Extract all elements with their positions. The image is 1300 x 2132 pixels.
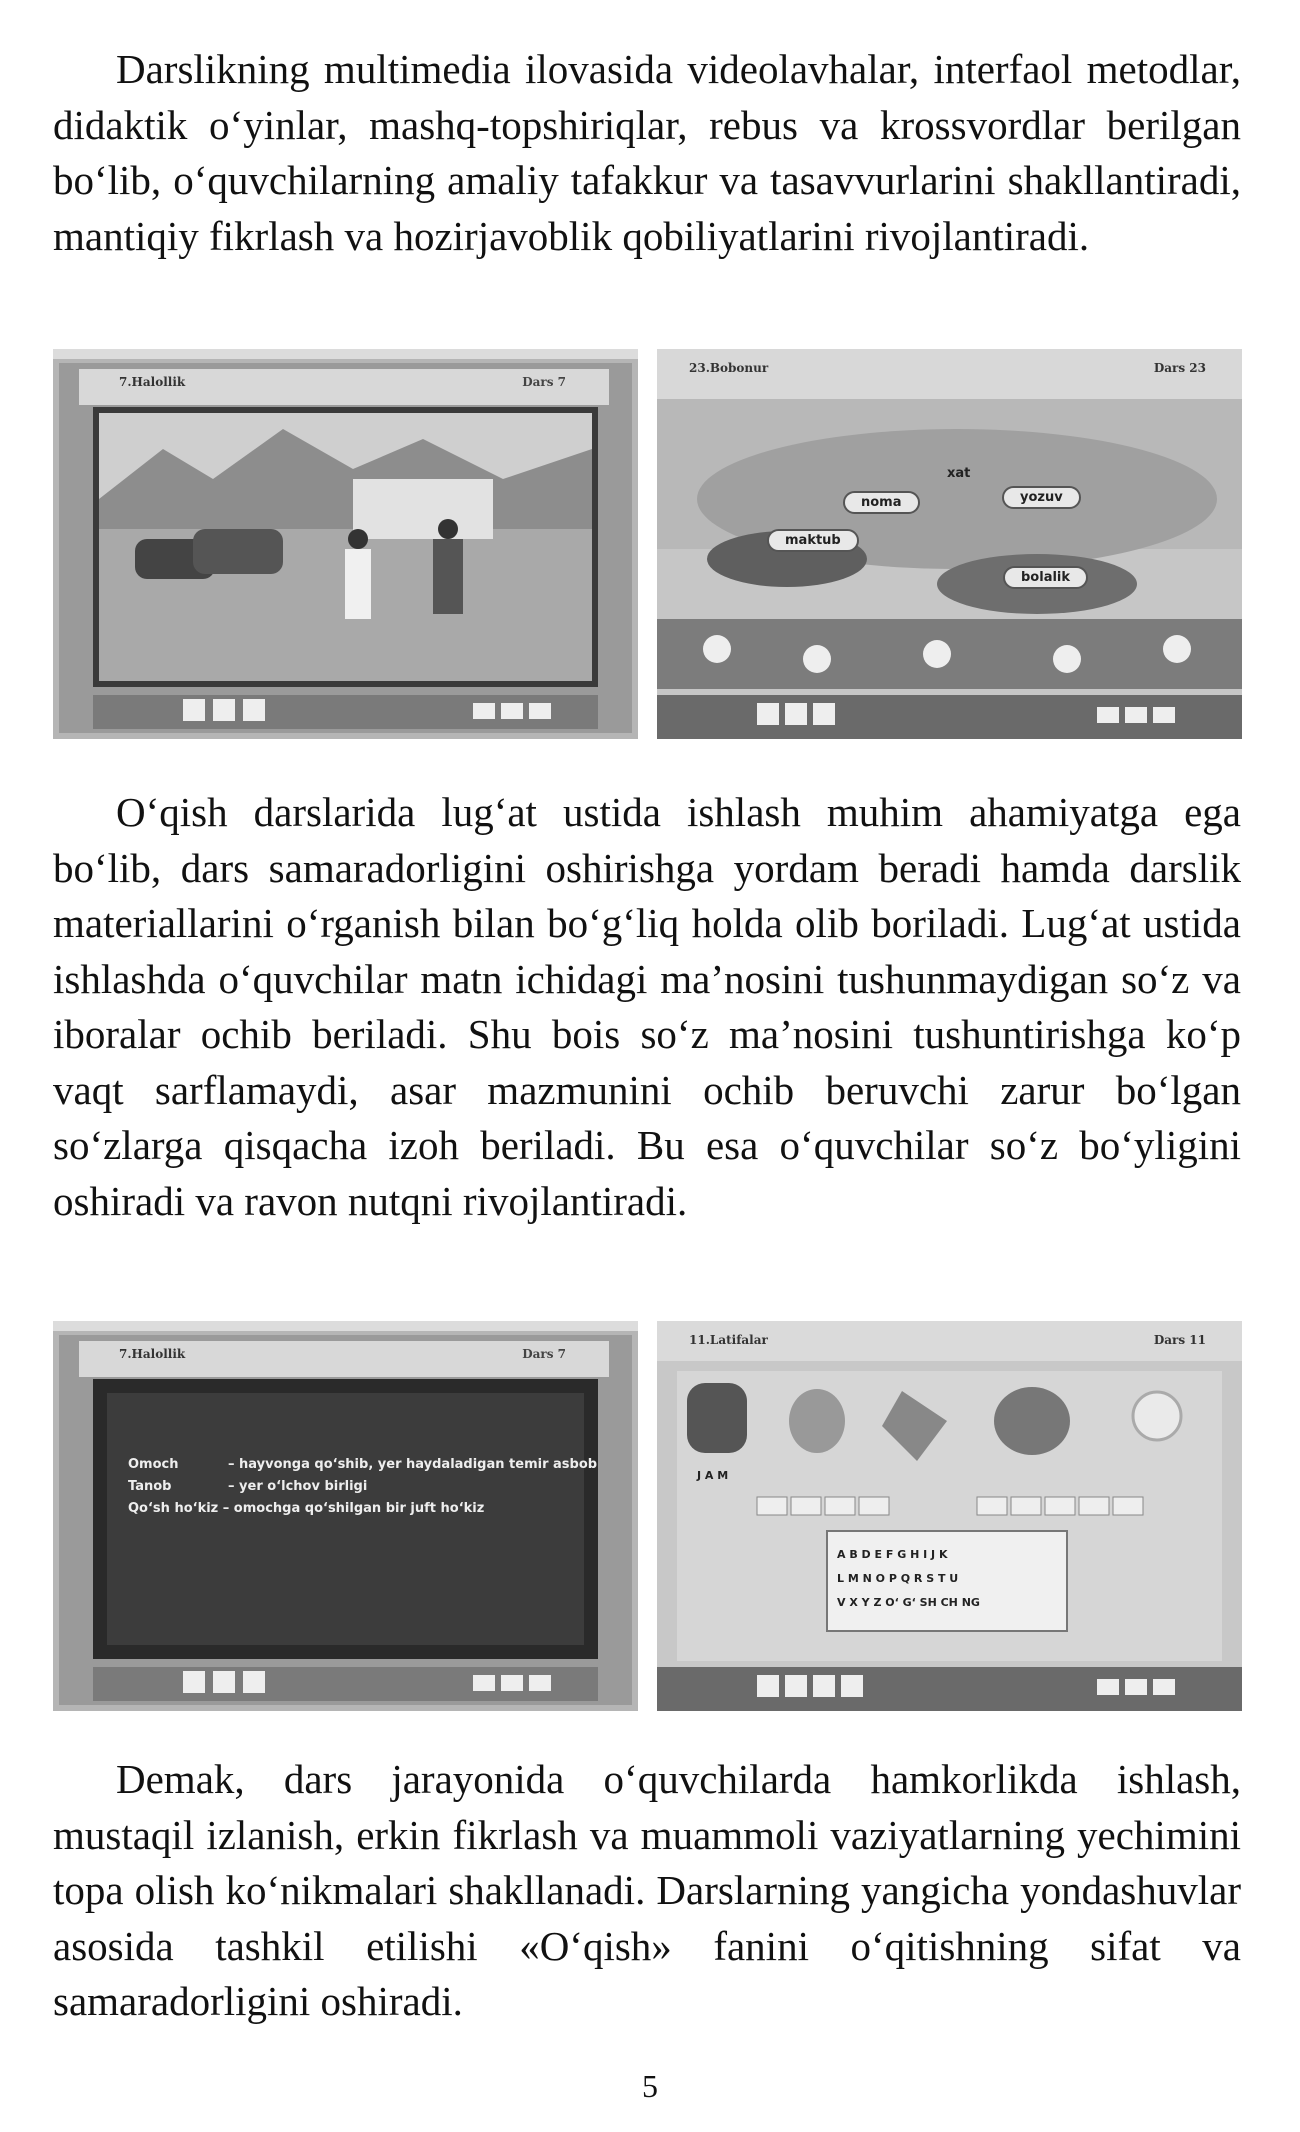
vocabulary-item: Tanob – yer o‘lchov birligi	[128, 1479, 368, 1494]
lesson-number: Dars 7	[522, 375, 566, 389]
word-option[interactable]: maktub	[767, 529, 859, 552]
paragraph-1: Darslikning multimedia ilovasida videolavhalar, interfaol metodlar, didaktik o‘yinlar, mashq-topshiriqlar, rebus va krossvordlar berilgan bo‘lib, o‘quvchilarning amaliy tafakkur va tasavvurlarini shakllantiradi, mantiqiy fikrlash va hozirjavoblik qobiliyatlarini rivojlantiradi.	[53, 46, 1241, 259]
vocabulary-item: Omoch – hayvonga qo‘shib, yer haydaladigan temir asbob	[128, 1457, 598, 1472]
screenshot-vocabulary	[53, 1321, 638, 1711]
letter-keyboard[interactable]	[837, 1543, 980, 1615]
vocabulary-item: Qo‘sh ho‘kiz – omochga qo‘shilgan bir juft ho‘kiz	[128, 1501, 485, 1516]
lesson-title: 7.Halollik	[119, 375, 186, 389]
keyboard-row: V X Y Z O‘ G‘ SH CH NG	[837, 1596, 980, 1609]
screenshot-letter-puzzle	[657, 1321, 1242, 1711]
lesson-number: Dars 7	[522, 1347, 566, 1361]
keyboard-row: L M N O P Q R S T U	[837, 1572, 959, 1585]
word-option[interactable]: noma	[843, 491, 920, 514]
lesson-title: 7.Halollik	[119, 1347, 186, 1361]
lesson-number: Dars 11	[1153, 1333, 1206, 1347]
page-number: 5	[642, 2068, 658, 2104]
lesson-title: 11.Latifalar	[689, 1333, 768, 1347]
lesson-title: 23.Bobonur	[689, 361, 769, 375]
screenshot-video-lesson	[53, 349, 638, 739]
lesson-number: Dars 23	[1153, 361, 1206, 375]
answer-letters: J A M	[697, 1469, 729, 1482]
word-option[interactable]: xat	[947, 466, 971, 481]
vocabulary-list	[128, 1454, 597, 1520]
word-option[interactable]: yozuv	[1002, 486, 1081, 509]
paragraph-3: Demak, dars jarayonida o‘quvchilarda hamkorlikda ishlash, mustaqil izlanish, erkin fikrlash va muammoli vaziyatlarning yechimini topa olish ko‘nikmalari shakllanadi. Darslarning yangicha yondashuvlar asosida tashkil etilishi «O‘qish» fanini o‘qitishning sifat va samaradorligini oshiradi.	[53, 1756, 1241, 2024]
keyboard-row: A B D E F G H I J K	[837, 1548, 948, 1561]
screenshot-word-game	[657, 349, 1242, 739]
paragraph-2: O‘qish darslarida lug‘at ustida ishlash muhim ahamiyatga ega bo‘lib, dars samaradorligini oshirishga yordam beradi hamda darslik materiallarini o‘rganish bilan bo‘g‘liq holda olib boriladi. Lug‘at ustida ishlashda o‘quvchilar matn ichidagi ma’nosini tushunmaydigan so‘z va iboralar ochib beriladi. Shu bois so‘z ma’nosini tushuntirishga ko‘p vaqt sarflamaydi, asar mazmunini ochib beruvchi zarur bo‘lgan so‘zlarga qisqacha izoh beriladi. Bu esa o‘quvchilar so‘z bo‘yligini oshiradi va ravon nutqni rivojlantiradi.	[53, 789, 1241, 1224]
word-option[interactable]: bolalik	[1003, 566, 1088, 589]
